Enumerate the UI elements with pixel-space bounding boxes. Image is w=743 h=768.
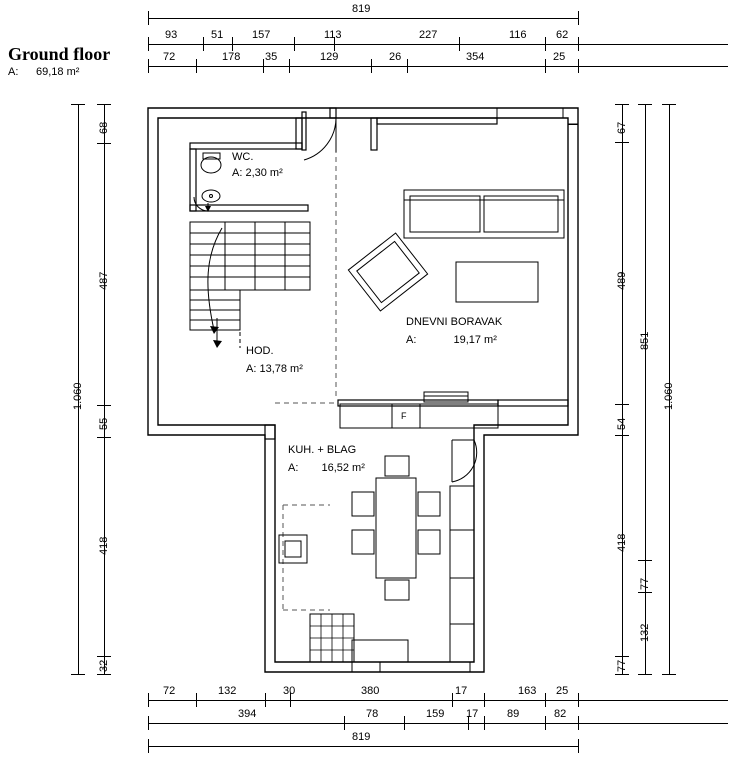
dim-right-6: 77 [616,659,628,672]
dim-bot-r1-3: 380 [361,685,380,697]
page-title: Ground floor [8,44,111,64]
dim-top-r1-0: 93 [165,29,178,41]
room-hod-area-label: A: [246,363,257,375]
dim-left-3: 418 [98,536,110,555]
dim-line-bottom-row2 [148,723,728,724]
dim-bot-r2-3: 17 [466,708,479,720]
dim-line-bottom-row1 [148,700,728,701]
total-area-value: 69,18 m² [36,66,80,78]
room-living-area-value: 19,17 m² [453,334,497,346]
dim-bot-r2-5: 82 [554,708,567,720]
dim-bot-r1-4: 17 [455,685,468,697]
room-wc-area-value: 2,30 m² [245,167,283,179]
dim-top-r2-6: 25 [553,51,566,63]
dim-line-top-row2 [148,66,728,67]
room-kitchen-area-label: A: [288,462,299,474]
dim-top-r2-0: 72 [163,51,176,63]
dim-bot-r1-2: 30 [283,685,296,697]
dim-left-2: 55 [98,417,110,430]
dim-bot-r1-6: 25 [556,685,569,697]
dim-right-outer: 1.060 [663,382,675,410]
dim-bot-r2-4: 89 [507,708,520,720]
dim-line-top-row1 [148,44,728,45]
dim-left-4: 32 [98,659,110,672]
dim-top-r2-4: 26 [389,51,402,63]
dim-right-0: 67 [616,121,628,134]
dim-bot-r2-0: 394 [238,708,257,720]
dim-line-top-outer [148,18,578,19]
dim-bot-r2-2: 159 [426,708,445,720]
dim-top-r2-2: 35 [265,51,278,63]
dim-left-0: 68 [98,121,110,134]
dim-line-right-inner [622,104,623,674]
dim-right-2: 54 [616,417,628,430]
dim-tick [148,11,149,25]
room-label-wc [232,151,283,179]
dim-top-r1-3: 113 [324,29,342,41]
room-label-living [406,316,502,346]
total-area-label: A: [8,66,19,78]
dim-right-3: 418 [616,533,628,552]
dim-top-outer: 819 [352,3,371,15]
dim-right-mid: 851 [639,331,651,350]
room-living-area-label: A: [406,334,417,346]
room-kitchen-area-value: 16,52 m² [321,462,365,474]
dim-bot-r1-1: 132 [218,685,237,697]
room-hod-name: HOD. [246,345,274,357]
dim-tick [578,11,579,25]
dim-right-4: 77 [639,577,651,590]
dim-line-left-inner [104,104,105,674]
dim-top-r1-6: 62 [556,29,569,41]
room-hod-area-value: 13,78 m² [259,363,303,375]
dim-top-r2-3: 129 [320,51,339,63]
room-label-kitchen [288,444,365,474]
room-wc-name: WC. [232,151,254,163]
room-label-hod [246,345,303,375]
dim-bot-r1-5: 163 [518,685,537,697]
dim-right-5: 132 [639,623,651,642]
room-kitchen-name: KUH. + BLAG [288,444,357,456]
dim-top-r1-4: 227 [419,29,438,41]
dim-bot-r2-1: 78 [366,708,379,720]
room-living-name: DNEVNI BORAVAK [406,316,503,328]
dim-right-1: 489 [616,271,628,290]
dim-line-bottom-outer [148,746,578,747]
dim-top-r1-5: 116 [509,29,527,41]
dim-top-r2-1: 178 [222,51,241,63]
room-wc-area-label: A: [232,167,243,179]
total-area [8,66,79,78]
dim-bottom-outer: 819 [352,731,371,743]
dim-top-r1-2: 157 [252,29,271,41]
dim-top-r2-5: 354 [466,51,485,63]
dim-left-1: 487 [98,271,110,290]
dim-top-r1-1: 51 [211,29,224,41]
fridge-label: F [401,411,407,421]
dim-left-outer: 1.060 [72,382,84,410]
dim-bot-r1-0: 72 [163,685,176,697]
